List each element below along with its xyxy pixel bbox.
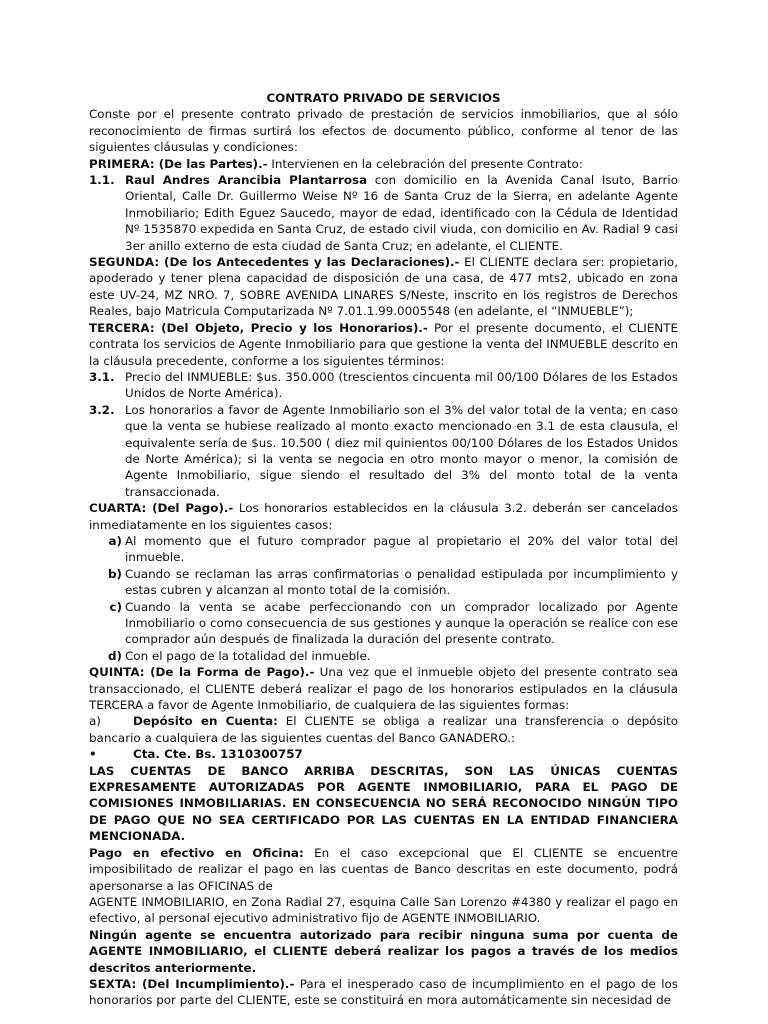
- cuarta-item-a: [89, 533, 678, 566]
- item-3-2: [89, 402, 678, 500]
- ninguno-notice: Ningún agente se encuentra autorizado para recibir ninguna suma por cuenta de AGENTE INMOBILIARIO, el CLIENTE deberá realizar los pagos a través de los medios descritos anteriormente.: [89, 927, 678, 975]
- deposito-letter: a): [89, 714, 101, 729]
- clause-sexta-text: Para el inesperado caso de incumplimiento en el pago de los honorarios por parte del CLIENTE, este se constituirá en mora automáticamente sin necesidad de: [89, 976, 678, 1008]
- item-3-2-text: Los honorarios a favor de Agente Inmobiliario son el 3% del valor total de la venta; en caso que la venta se hubiese realizado al monto exacto mencionado en 3.1 de esta clausula, el equivalente sería de $us. 10.500 ( diez mil quinientos 00/100 Dólares de los Estados Unidos de Norte América); si la venta se negocia en otro monto mayor o menor, la comisión de Agente Inmobiliario, sigue siendo el resultado del 3% del monto total de la venta transaccionada.: [125, 402, 678, 499]
- clause-segunda: [89, 254, 678, 320]
- intro-paragraph: Conste por el presente contrato privado de prestación de servicios inmobiliarios, que al sólo reconocimiento de firmas surtirá los efectos de documento público, conforme al tenor de las siguientes cláusulas y condiciones:: [89, 107, 678, 155]
- document-title: CONTRATO PRIVADO DE SERVICIOS: [266, 91, 501, 105]
- item-3-1: [89, 369, 678, 402]
- item-1-1-number: 1.1.: [89, 173, 115, 188]
- efectivo-paragraph-2: AGENTE INMOBILIARIO, en Zona Radial 27, esquina Calle San Lorenzo #4380 y realizar el pago en efectivo, al personal ejecutivo administrativo fijo de AGENTE INMOBILIARIO.: [89, 894, 678, 926]
- item-1-1: [89, 172, 678, 254]
- party-agent-name: Raul Andres Arancibia Plantarrosa: [125, 173, 368, 188]
- cuarta-item-a-letter: a): [108, 533, 122, 548]
- cuarta-item-c: [89, 599, 678, 648]
- account-number: Cta. Cte. Bs. 1310300757: [133, 747, 303, 762]
- deposito-text: El CLIENTE se obliga a realizar una transferencia o depósito bancario a cualquiera de las siguientes cuentas del Banco GANADERO.:: [89, 714, 678, 745]
- clause-tercera: [89, 320, 678, 369]
- deposito-heading: Depósito en Cuenta:: [133, 714, 278, 729]
- efectivo-text: En el caso excepcional que El CLIENTE se encuentre imposibilitado de realizar el pago en las cuentas de Banco descritas en este documento, podrá apersonarse a las OFICINAS de: [89, 845, 678, 893]
- cuarta-item-b-text: Cuando se reclaman las arras confirmatorias o penalidad estipulada por incumplimiento y estas cubren y alcanzan al monto total de la comisión.: [125, 566, 678, 598]
- clause-quinta-heading: QUINTA: (De la Forma de Pago).-: [89, 665, 315, 680]
- clause-quinta-text: Una vez que el inmueble objeto del presente contrato sea transaccionado, el CLIENTE deberá realizar el pago de los honorarios estipulados en la cláusula TERCERA a favor de Agente Inmobiliario, de cualquiera de las siguientes formas:: [89, 665, 679, 713]
- cuarta-item-d-letter: d): [108, 648, 122, 663]
- deposito-paragraph: [89, 713, 678, 746]
- clause-cuarta-text: Los honorarios establecidos en la cláusula 3.2. deberán ser cancelados inmediatamente en los siguientes casos:: [89, 501, 679, 532]
- clause-segunda-text: El CLIENTE declara ser: propietario, apoderado y tener plena capacidad de disposición de una casa, de 477 mts2, ubicado en zona este UV-24, MZ NRO. 7, SOBRE AVENIDA LINARES S/Neste, inscrito en los registros de Derechos Reales, bajo Matricula Computarizada Nº 7.01.1.99.0005548 (en adelante, el “INMUEBLE”);: [89, 255, 678, 319]
- cuarta-item-d: [89, 648, 678, 664]
- cuarta-item-b-letter: b): [108, 566, 122, 581]
- clause-quinta: [89, 664, 678, 713]
- item-3-1-text: Precio del INMUEBLE: $us. 350.000 (trescientos cincuenta mil 00/100 Dólares de los Estados Unidos de Norte América).: [125, 369, 678, 401]
- clause-cuarta-heading: CUARTA: (Del Pago).-: [89, 501, 234, 516]
- cuarta-item-c-letter: c): [109, 599, 122, 614]
- item-3-2-number: 3.2.: [89, 402, 115, 417]
- clause-segunda-heading: SEGUNDA: (De los Antecedentes y las Declaraciones).-: [89, 255, 460, 270]
- bullet-icon: •: [89, 747, 97, 762]
- clause-primera-heading: PRIMERA: (De las Partes).-: [89, 156, 268, 171]
- efectivo-heading: Pago en efectivo en Oficina:: [89, 845, 304, 860]
- efectivo-paragraph: [89, 845, 678, 894]
- cuarta-item-a-text: Al momento que el futuro comprador pague al propietario el 20% del valor total del inmueble.: [125, 533, 678, 565]
- cuarta-item-b: [89, 566, 678, 599]
- clause-primera: [89, 156, 678, 172]
- cuarta-item-c-text: Cuando la venta se acabe perfeccionando con un comprador localizado por Agente Inmobiliario o como consecuencia de sus gestiones y aunque la operación se realice con ese comprador aún después de finalizada la duración del presente contrato.: [125, 599, 678, 647]
- cuarta-item-d-text: Con el pago de la totalidad del inmueble.: [125, 648, 371, 663]
- clause-tercera-text: Por el presente documento, el CLIENTE contrata los servicios de Agente Inmobiliario para que gestione la venta del INMUEBLE descrito en la cláusula precedente, conforme a los siguientes términos:: [89, 320, 678, 368]
- item-3-1-number: 3.1.: [89, 369, 115, 384]
- item-1-1-text: con domicilio en la Avenida Canal Isuto, Barrio Oriental, Calle Dr. Guillermo Weise Nº 16 de Santa Cruz de la Sierra, en adelante Agente Inmobiliario; Edith Eguez Saucedo, mayor de edad, identificado con la Cédula de Identidad Nº 1535870 expedida en Santa Cruz, de estado civil viuda, con domicilio en Av. Radial 9 casi 3er anillo externo de esta ciudad de Santa Cruz; en adelante, el CLIENTE.: [125, 173, 679, 253]
- clause-sexta-heading: SEXTA: (Del Incumplimiento).-: [89, 976, 295, 991]
- bank-warning: LAS CUENTAS DE BANCO ARRIBA DESCRITAS, SON LAS ÚNICAS CUENTAS EXPRESAMENTE AUTORIZADAS POR AGENTE INMOBILIARIO, PARA EL PAGO DE COMISIONES INMOBILIARIAS. EN CONSECUENCIA NO SERÁ RECONOCIDO NINGÚN TIPO DE PAGO QUE NO SEA CERTIFICADO POR LAS CUENTAS EN LA ENTIDAD FINANCIERA MENCIONADA.: [89, 763, 678, 844]
- contract-body: [89, 90, 678, 1009]
- clause-sexta: [89, 976, 678, 1009]
- clause-primera-text: Intervienen en la celebración del presente Contrato:: [267, 156, 583, 171]
- clause-cuarta: [89, 500, 678, 533]
- clause-tercera-heading: TERCERA: (Del Objeto, Precio y los Honorarios).-: [89, 320, 428, 335]
- account-item: [89, 746, 678, 762]
